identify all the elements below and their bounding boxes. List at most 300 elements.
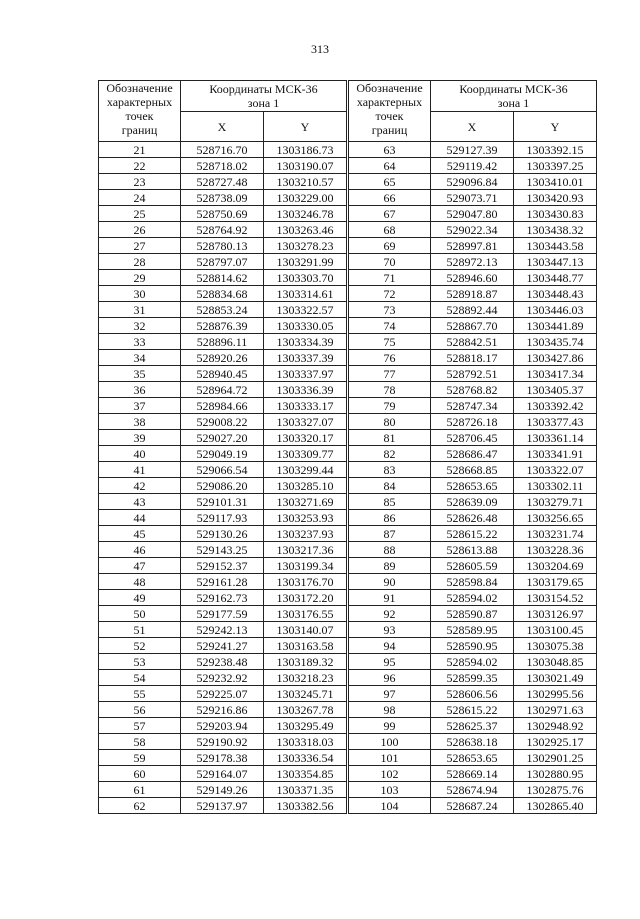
point-number-cell: 27 — [99, 238, 181, 254]
y-coordinate-cell: 1303354.85 — [264, 766, 347, 782]
x-coordinate-cell: 528594.02 — [431, 654, 514, 670]
y-coordinate-cell: 1303435.74 — [514, 334, 597, 350]
x-coordinate-cell: 528706.45 — [431, 430, 514, 446]
point-number-cell: 78 — [349, 382, 431, 398]
point-number-cell: 34 — [99, 350, 181, 366]
point-number-cell: 71 — [349, 270, 431, 286]
x-coordinate-cell: 528594.02 — [431, 590, 514, 606]
y-coordinate-cell: 1303392.42 — [514, 398, 597, 414]
x-coordinate-cell: 529152.37 — [181, 558, 264, 574]
point-number-cell: 64 — [349, 158, 431, 174]
table-row — [349, 446, 597, 462]
header-x: X — [181, 112, 264, 142]
x-coordinate-cell: 529225.07 — [181, 686, 264, 702]
y-coordinate-cell: 1303218.23 — [264, 670, 347, 686]
table-row — [99, 542, 347, 558]
point-number-cell: 76 — [349, 350, 431, 366]
y-coordinate-cell: 1303190.07 — [264, 158, 347, 174]
x-coordinate-cell: 529022.34 — [431, 222, 514, 238]
y-coordinate-cell: 1302880.95 — [514, 766, 597, 782]
y-coordinate-cell: 1303271.69 — [264, 494, 347, 510]
x-coordinate-cell: 529241.27 — [181, 638, 264, 654]
y-coordinate-cell: 1303231.74 — [514, 526, 597, 542]
point-number-cell: 49 — [99, 590, 181, 606]
y-coordinate-cell: 1303176.55 — [264, 606, 347, 622]
table-row — [99, 222, 347, 238]
x-coordinate-cell: 528674.94 — [431, 782, 514, 798]
point-number-cell: 58 — [99, 734, 181, 750]
table-row — [349, 526, 597, 542]
table-row — [99, 590, 347, 606]
table-row — [99, 686, 347, 702]
x-coordinate-cell: 529143.25 — [181, 542, 264, 558]
table-row — [349, 510, 597, 526]
x-coordinate-cell: 528727.48 — [181, 174, 264, 190]
table-row — [349, 782, 597, 798]
table-row — [99, 654, 347, 670]
y-coordinate-cell: 1303295.49 — [264, 718, 347, 734]
x-coordinate-cell: 529216.86 — [181, 702, 264, 718]
table-row — [99, 718, 347, 734]
y-coordinate-cell: 1303410.01 — [514, 174, 597, 190]
y-coordinate-cell: 1303302.11 — [514, 478, 597, 494]
point-number-cell: 72 — [349, 286, 431, 302]
point-number-cell: 67 — [349, 206, 431, 222]
x-coordinate-cell: 528867.70 — [431, 318, 514, 334]
table-row — [349, 494, 597, 510]
point-number-cell: 38 — [99, 414, 181, 430]
table-row — [349, 766, 597, 782]
point-number-cell: 83 — [349, 462, 431, 478]
table-row — [99, 366, 347, 382]
point-number-cell: 77 — [349, 366, 431, 382]
point-number-cell: 103 — [349, 782, 431, 798]
y-coordinate-cell: 1303229.00 — [264, 190, 347, 206]
y-coordinate-cell: 1303217.36 — [264, 542, 347, 558]
point-number-cell: 93 — [349, 622, 431, 638]
point-number-cell: 90 — [349, 574, 431, 590]
table-row — [99, 174, 347, 190]
x-coordinate-cell: 528738.09 — [181, 190, 264, 206]
x-coordinate-cell: 528590.87 — [431, 606, 514, 622]
x-coordinate-cell: 529049.19 — [181, 446, 264, 462]
header-coordinates: Координаты МСК-36 зона 1 — [431, 81, 597, 112]
header-y: Y — [264, 112, 347, 142]
table-row — [99, 782, 347, 798]
x-coordinate-cell: 528940.45 — [181, 366, 264, 382]
x-coordinate-cell: 528668.85 — [431, 462, 514, 478]
point-number-cell: 62 — [99, 798, 181, 814]
y-coordinate-cell: 1303140.07 — [264, 622, 347, 638]
header-point-designation: Обозначение характерных точек границ — [349, 81, 431, 142]
point-number-cell: 60 — [99, 766, 181, 782]
point-number-cell: 100 — [349, 734, 431, 750]
table-row — [349, 462, 597, 478]
point-number-cell: 104 — [349, 798, 431, 814]
point-number-cell: 92 — [349, 606, 431, 622]
point-number-cell: 63 — [349, 142, 431, 158]
table-row — [99, 302, 347, 318]
y-coordinate-cell: 1303126.97 — [514, 606, 597, 622]
table-row — [99, 270, 347, 286]
table-row — [99, 478, 347, 494]
point-number-cell: 75 — [349, 334, 431, 350]
x-coordinate-cell: 528687.24 — [431, 798, 514, 814]
x-coordinate-cell: 529178.38 — [181, 750, 264, 766]
table-row — [99, 798, 347, 814]
y-coordinate-cell: 1303075.38 — [514, 638, 597, 654]
x-coordinate-cell: 528972.13 — [431, 254, 514, 270]
y-coordinate-cell: 1303303.70 — [264, 270, 347, 286]
table-row — [349, 542, 597, 558]
y-coordinate-cell: 1303336.54 — [264, 750, 347, 766]
x-coordinate-cell: 528946.60 — [431, 270, 514, 286]
y-coordinate-cell: 1303333.17 — [264, 398, 347, 414]
x-coordinate-cell: 529101.31 — [181, 494, 264, 510]
x-coordinate-cell: 528590.95 — [431, 638, 514, 654]
y-coordinate-cell: 1303336.39 — [264, 382, 347, 398]
y-coordinate-cell: 1303189.32 — [264, 654, 347, 670]
point-number-cell: 87 — [349, 526, 431, 542]
x-coordinate-cell: 529127.39 — [431, 142, 514, 158]
table-row — [99, 734, 347, 750]
table-row — [349, 222, 597, 238]
x-coordinate-cell: 529119.42 — [431, 158, 514, 174]
point-number-cell: 88 — [349, 542, 431, 558]
x-coordinate-cell: 528918.87 — [431, 286, 514, 302]
point-number-cell: 79 — [349, 398, 431, 414]
y-coordinate-cell: 1303299.44 — [264, 462, 347, 478]
table-row — [349, 366, 597, 382]
x-coordinate-cell: 529096.84 — [431, 174, 514, 190]
x-coordinate-cell: 528814.62 — [181, 270, 264, 286]
y-coordinate-cell: 1303204.69 — [514, 558, 597, 574]
table-row — [349, 734, 597, 750]
y-coordinate-cell: 1303285.10 — [264, 478, 347, 494]
x-coordinate-cell: 529232.92 — [181, 670, 264, 686]
point-number-cell: 70 — [349, 254, 431, 270]
point-number-cell: 23 — [99, 174, 181, 190]
x-coordinate-cell: 528842.51 — [431, 334, 514, 350]
x-coordinate-cell: 528792.51 — [431, 366, 514, 382]
point-number-cell: 46 — [99, 542, 181, 558]
x-coordinate-cell: 529242.13 — [181, 622, 264, 638]
x-coordinate-cell: 528747.34 — [431, 398, 514, 414]
table-row — [349, 286, 597, 302]
y-coordinate-cell: 1303263.46 — [264, 222, 347, 238]
point-number-cell: 57 — [99, 718, 181, 734]
y-coordinate-cell: 1302971.63 — [514, 702, 597, 718]
point-number-cell: 55 — [99, 686, 181, 702]
y-coordinate-cell: 1303397.25 — [514, 158, 597, 174]
table-row — [99, 206, 347, 222]
y-coordinate-cell: 1303322.57 — [264, 302, 347, 318]
table-row — [349, 142, 597, 158]
point-number-cell: 47 — [99, 558, 181, 574]
y-coordinate-cell: 1302995.56 — [514, 686, 597, 702]
x-coordinate-cell: 528750.69 — [181, 206, 264, 222]
table-row — [99, 398, 347, 414]
y-coordinate-cell: 1303446.03 — [514, 302, 597, 318]
x-coordinate-cell: 529177.59 — [181, 606, 264, 622]
table-row — [99, 638, 347, 654]
point-number-cell: 39 — [99, 430, 181, 446]
x-coordinate-cell: 529203.94 — [181, 718, 264, 734]
point-number-cell: 50 — [99, 606, 181, 622]
table-row — [349, 254, 597, 270]
point-number-cell: 36 — [99, 382, 181, 398]
header-coordinates: Координаты МСК-36 зона 1 — [181, 81, 347, 112]
table-row — [349, 414, 597, 430]
x-coordinate-cell: 528892.44 — [431, 302, 514, 318]
x-coordinate-cell: 529238.48 — [181, 654, 264, 670]
y-coordinate-cell: 1303291.99 — [264, 254, 347, 270]
point-number-cell: 96 — [349, 670, 431, 686]
x-coordinate-cell: 528797.07 — [181, 254, 264, 270]
x-coordinate-cell: 528613.88 — [431, 542, 514, 558]
table-row — [99, 350, 347, 366]
point-number-cell: 69 — [349, 238, 431, 254]
y-coordinate-cell: 1303318.03 — [264, 734, 347, 750]
point-number-cell: 102 — [349, 766, 431, 782]
y-coordinate-cell: 1303405.37 — [514, 382, 597, 398]
point-number-cell: 73 — [349, 302, 431, 318]
x-coordinate-cell: 528716.70 — [181, 142, 264, 158]
x-coordinate-cell: 528726.18 — [431, 414, 514, 430]
x-coordinate-cell: 528605.59 — [431, 558, 514, 574]
point-number-cell: 51 — [99, 622, 181, 638]
point-number-cell: 44 — [99, 510, 181, 526]
x-coordinate-cell: 528625.37 — [431, 718, 514, 734]
point-number-cell: 74 — [349, 318, 431, 334]
table-row — [349, 318, 597, 334]
x-coordinate-cell: 528686.47 — [431, 446, 514, 462]
point-number-cell: 24 — [99, 190, 181, 206]
table-row — [349, 350, 597, 366]
y-coordinate-cell: 1303320.17 — [264, 430, 347, 446]
x-coordinate-cell: 528669.14 — [431, 766, 514, 782]
x-coordinate-cell: 528896.11 — [181, 334, 264, 350]
y-coordinate-cell: 1303361.14 — [514, 430, 597, 446]
point-number-cell: 26 — [99, 222, 181, 238]
x-coordinate-cell: 529161.28 — [181, 574, 264, 590]
x-coordinate-cell: 528615.22 — [431, 702, 514, 718]
table-row — [99, 318, 347, 334]
x-coordinate-cell: 529164.07 — [181, 766, 264, 782]
y-coordinate-cell: 1302925.17 — [514, 734, 597, 750]
y-coordinate-cell: 1303176.70 — [264, 574, 347, 590]
table-row — [99, 750, 347, 766]
x-coordinate-cell: 528718.02 — [181, 158, 264, 174]
table-row — [349, 638, 597, 654]
x-coordinate-cell: 529066.54 — [181, 462, 264, 478]
table-row — [349, 302, 597, 318]
point-number-cell: 101 — [349, 750, 431, 766]
x-coordinate-cell: 528764.92 — [181, 222, 264, 238]
header-y: Y — [514, 112, 597, 142]
y-coordinate-cell: 1302901.25 — [514, 750, 597, 766]
table-row — [349, 558, 597, 574]
point-number-cell: 68 — [349, 222, 431, 238]
table-row — [349, 574, 597, 590]
y-coordinate-cell: 1303163.58 — [264, 638, 347, 654]
table-row — [99, 558, 347, 574]
table-row — [349, 654, 597, 670]
header-x: X — [431, 112, 514, 142]
point-number-cell: 89 — [349, 558, 431, 574]
point-number-cell: 85 — [349, 494, 431, 510]
y-coordinate-cell: 1303154.52 — [514, 590, 597, 606]
table-row — [99, 158, 347, 174]
point-number-cell: 22 — [99, 158, 181, 174]
y-coordinate-cell: 1303430.83 — [514, 206, 597, 222]
table-row — [349, 702, 597, 718]
y-coordinate-cell: 1303327.07 — [264, 414, 347, 430]
point-number-cell: 30 — [99, 286, 181, 302]
table-row — [349, 174, 597, 190]
y-coordinate-cell: 1302948.92 — [514, 718, 597, 734]
x-coordinate-cell: 528876.39 — [181, 318, 264, 334]
table-row — [349, 606, 597, 622]
x-coordinate-cell: 528920.26 — [181, 350, 264, 366]
x-coordinate-cell: 528818.17 — [431, 350, 514, 366]
y-coordinate-cell: 1303246.78 — [264, 206, 347, 222]
x-coordinate-cell: 529073.71 — [431, 190, 514, 206]
point-number-cell: 53 — [99, 654, 181, 670]
y-coordinate-cell: 1303330.05 — [264, 318, 347, 334]
table-row — [99, 462, 347, 478]
table-row — [349, 270, 597, 286]
point-number-cell: 94 — [349, 638, 431, 654]
table-row — [349, 718, 597, 734]
table-row — [349, 190, 597, 206]
table-row — [349, 750, 597, 766]
y-coordinate-cell: 1303279.71 — [514, 494, 597, 510]
point-number-cell: 33 — [99, 334, 181, 350]
y-coordinate-cell: 1303245.71 — [264, 686, 347, 702]
table-row — [349, 334, 597, 350]
table-row — [99, 446, 347, 462]
table-row — [349, 670, 597, 686]
y-coordinate-cell: 1303228.36 — [514, 542, 597, 558]
point-number-cell: 91 — [349, 590, 431, 606]
x-coordinate-cell: 529190.92 — [181, 734, 264, 750]
table-row — [99, 606, 347, 622]
point-number-cell: 31 — [99, 302, 181, 318]
table-row — [99, 382, 347, 398]
table-row — [99, 670, 347, 686]
y-coordinate-cell: 1303199.34 — [264, 558, 347, 574]
y-coordinate-cell: 1303427.86 — [514, 350, 597, 366]
point-number-cell: 82 — [349, 446, 431, 462]
x-coordinate-cell: 528626.48 — [431, 510, 514, 526]
table-row — [99, 622, 347, 638]
x-coordinate-cell: 529027.20 — [181, 430, 264, 446]
y-coordinate-cell: 1303443.58 — [514, 238, 597, 254]
point-number-cell: 98 — [349, 702, 431, 718]
y-coordinate-cell: 1303337.39 — [264, 350, 347, 366]
y-coordinate-cell: 1303210.57 — [264, 174, 347, 190]
x-coordinate-cell: 529086.20 — [181, 478, 264, 494]
table-row — [349, 686, 597, 702]
table-row — [99, 254, 347, 270]
y-coordinate-cell: 1303314.61 — [264, 286, 347, 302]
point-number-cell: 84 — [349, 478, 431, 494]
point-number-cell: 28 — [99, 254, 181, 270]
table-row — [99, 510, 347, 526]
x-coordinate-cell: 528768.82 — [431, 382, 514, 398]
point-number-cell: 32 — [99, 318, 181, 334]
x-coordinate-cell: 529149.26 — [181, 782, 264, 798]
y-coordinate-cell: 1303371.35 — [264, 782, 347, 798]
header-point-designation: Обозначение характерных точек границ — [99, 81, 181, 142]
x-coordinate-cell: 528964.72 — [181, 382, 264, 398]
y-coordinate-cell: 1303441.89 — [514, 318, 597, 334]
y-coordinate-cell: 1303179.65 — [514, 574, 597, 590]
table-row — [349, 398, 597, 414]
x-coordinate-cell: 528780.13 — [181, 238, 264, 254]
table-row — [99, 414, 347, 430]
table-row — [99, 238, 347, 254]
y-coordinate-cell: 1303048.85 — [514, 654, 597, 670]
y-coordinate-cell: 1303186.73 — [264, 142, 347, 158]
y-coordinate-cell: 1303337.97 — [264, 366, 347, 382]
table-row — [349, 430, 597, 446]
y-coordinate-cell: 1303253.93 — [264, 510, 347, 526]
point-number-cell: 65 — [349, 174, 431, 190]
point-number-cell: 61 — [99, 782, 181, 798]
point-number-cell: 37 — [99, 398, 181, 414]
x-coordinate-cell: 529047.80 — [431, 206, 514, 222]
x-coordinate-cell: 528598.84 — [431, 574, 514, 590]
x-coordinate-cell: 528589.95 — [431, 622, 514, 638]
x-coordinate-cell: 528653.65 — [431, 478, 514, 494]
y-coordinate-cell: 1303392.15 — [514, 142, 597, 158]
point-number-cell: 95 — [349, 654, 431, 670]
y-coordinate-cell: 1303377.43 — [514, 414, 597, 430]
table-row — [99, 334, 347, 350]
x-coordinate-cell: 528639.09 — [431, 494, 514, 510]
y-coordinate-cell: 1302865.40 — [514, 798, 597, 814]
x-coordinate-cell: 528997.81 — [431, 238, 514, 254]
point-number-cell: 45 — [99, 526, 181, 542]
table-row — [99, 526, 347, 542]
table-row — [99, 766, 347, 782]
x-coordinate-cell: 528599.35 — [431, 670, 514, 686]
x-coordinate-cell: 528984.66 — [181, 398, 264, 414]
y-coordinate-cell: 1303278.23 — [264, 238, 347, 254]
table-row — [99, 286, 347, 302]
table-row — [99, 142, 347, 158]
table-row — [349, 206, 597, 222]
x-coordinate-cell: 528606.56 — [431, 686, 514, 702]
y-coordinate-cell: 1303309.77 — [264, 446, 347, 462]
y-coordinate-cell: 1303382.56 — [264, 798, 347, 814]
point-number-cell: 86 — [349, 510, 431, 526]
point-number-cell: 80 — [349, 414, 431, 430]
y-coordinate-cell: 1303172.20 — [264, 590, 347, 606]
table-row — [99, 430, 347, 446]
y-coordinate-cell: 1303100.45 — [514, 622, 597, 638]
table-row — [99, 190, 347, 206]
point-number-cell: 41 — [99, 462, 181, 478]
point-number-cell: 43 — [99, 494, 181, 510]
point-number-cell: 66 — [349, 190, 431, 206]
point-number-cell: 99 — [349, 718, 431, 734]
point-number-cell: 29 — [99, 270, 181, 286]
x-coordinate-cell: 528834.68 — [181, 286, 264, 302]
point-number-cell: 52 — [99, 638, 181, 654]
